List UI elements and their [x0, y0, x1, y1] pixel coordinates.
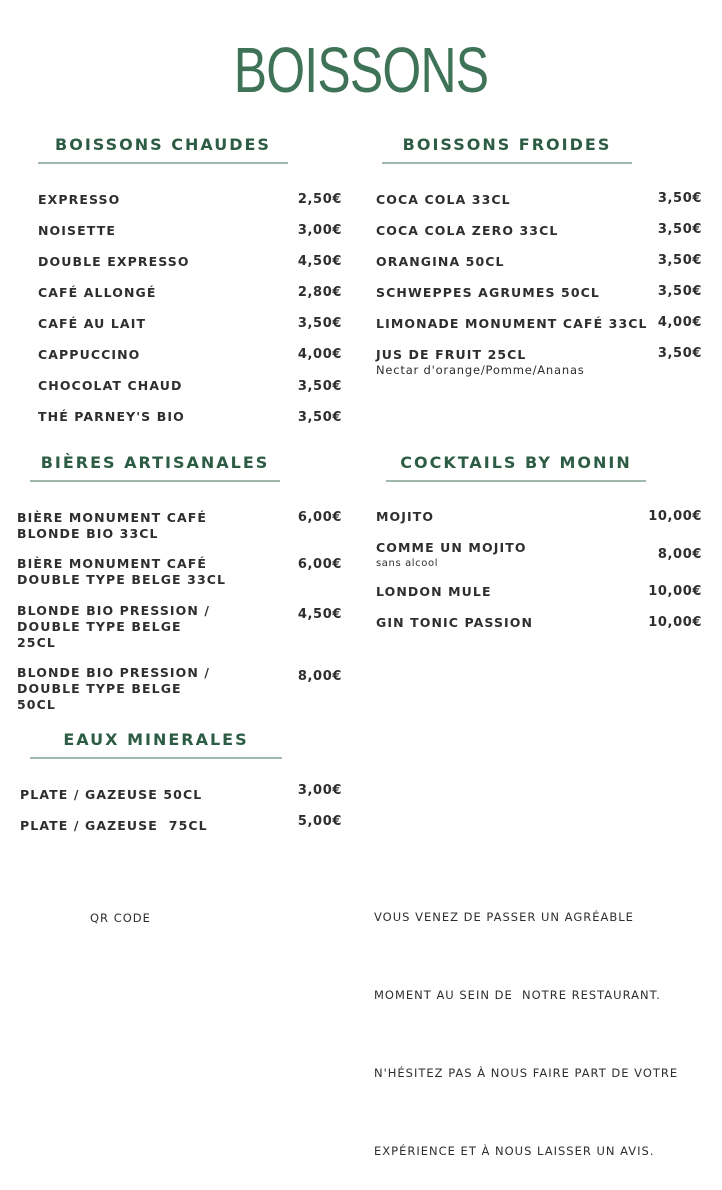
section-divider [30, 480, 280, 482]
review-line: N'HÉSITEZ PAS À NOUS FAIRE PART DE VOTRE [374, 1066, 679, 1080]
menu-item-line: DOUBLE TYPE BELGE 33CL [17, 572, 227, 587]
menu-item-name [17, 665, 210, 713]
menu-item-name: SCHWEPPES AGRUMES 50CL [376, 285, 600, 300]
menu-item-name: CHOCOLAT CHAUD [38, 378, 183, 393]
review-line: EXPÉRIENCE ET À NOUS LAISSER UN AVIS. [374, 1144, 655, 1158]
menu-item-name: EXPRESSO [38, 192, 121, 207]
menu-item-line: BIÈRE MONUMENT CAFÉ [17, 510, 208, 525]
menu-item-line: BLONDE BIO PRESSION / [17, 665, 211, 680]
menu-item-price: 3,50€ [657, 346, 702, 361]
menu-item-name: LIMONADE MONUMENT CAFÉ 33CL [376, 316, 648, 331]
menu-item-name: CAFÉ AU LAIT [38, 316, 147, 331]
menu-item-name: CAPPUCCINO [38, 347, 141, 362]
menu-item-name: LONDON MULE [376, 584, 492, 599]
menu-item-price: 4,00€ [297, 347, 342, 362]
menu-item-line: DOUBLE TYPE BELGE [17, 681, 182, 696]
menu-item-name [17, 510, 207, 542]
menu-item-price: 8,00€ [297, 669, 342, 684]
section-divider [382, 162, 632, 164]
menu-item-name: THÉ PARNEY'S BIO [38, 409, 185, 424]
menu-item-price: 5,00€ [297, 814, 342, 829]
menu-item-name: MOJITO [376, 509, 435, 524]
menu-item-price: 10,00€ [648, 615, 702, 630]
menu-item-price: 3,00€ [297, 783, 342, 798]
menu-item-name [376, 347, 585, 378]
menu-item-line: BIÈRE MONUMENT CAFÉ [17, 556, 208, 571]
menu-item-line: DOUBLE TYPE BELGE [17, 619, 182, 634]
menu-item-line: 25CL [17, 635, 56, 650]
menu-item-price: 10,00€ [648, 509, 702, 524]
menu-item-name: DOUBLE EXPRESSO [38, 254, 190, 269]
menu-item-name: NOISETTE [38, 223, 116, 238]
menu-item-price: 4,00€ [657, 315, 702, 330]
menu-item-price: 3,50€ [657, 222, 702, 237]
menu-item-description: Nectar d'orange/Pomme/Ananas [376, 363, 585, 377]
menu-item-name: ORANGINA 50CL [376, 254, 505, 269]
menu-item-label: JUS DE FRUIT 25CL [376, 347, 527, 362]
menu-item-price: 4,50€ [297, 607, 342, 622]
menu-item-name: GIN TONIC PASSION [376, 615, 534, 630]
section-title-cocktails: COCKTAILS BY MONIN [400, 453, 632, 472]
menu-item-price: 3,50€ [297, 410, 342, 425]
menu-item-line: BLONDE BIO PRESSION / [17, 603, 211, 618]
review-message [374, 852, 678, 1190]
menu-item-price: 10,00€ [648, 584, 702, 599]
section-divider [386, 480, 646, 482]
review-line: VOUS VENEZ DE PASSER UN AGRÉABLE [374, 910, 634, 924]
menu-item-name: CAFÉ ALLONGÉ [38, 285, 157, 300]
section-title-eaux-minerales: EAUX MINERALES [63, 730, 249, 749]
menu-item-price: 3,50€ [297, 379, 342, 394]
menu-item-price: 2,50€ [297, 192, 342, 207]
section-title-bieres-artisanales: BIÈRES ARTISANALES [40, 453, 270, 472]
menu-item-name: PLATE / GAZEUSE 75CL [20, 818, 208, 833]
menu-item-name: COCA COLA 33CL [376, 192, 511, 207]
section-divider [38, 162, 288, 164]
menu-item-line: 50CL [17, 697, 56, 712]
menu-item-name [17, 556, 226, 588]
menu-item-price: 3,00€ [297, 223, 342, 238]
menu-item-label: COMME UN MOJITO [376, 540, 527, 555]
section-divider [30, 757, 282, 759]
menu-item-name: COCA COLA ZERO 33CL [376, 223, 559, 238]
menu-item-price: 3,50€ [657, 191, 702, 206]
menu-item-price: 3,50€ [657, 253, 702, 268]
menu-item-price: 3,50€ [297, 316, 342, 331]
menu-item-name [376, 540, 527, 571]
qr-code-label: QR CODE [90, 911, 151, 925]
menu-item-name: PLATE / GAZEUSE 50CL [20, 787, 203, 802]
menu-item-price: 2,80€ [297, 285, 342, 300]
menu-item-price: 6,00€ [297, 510, 342, 525]
review-line: MOMENT AU SEIN DE NOTRE RESTAURANT. [374, 988, 661, 1002]
section-title-boissons-chaudes: BOISSONS CHAUDES [55, 135, 271, 154]
menu-item-price: 6,00€ [297, 557, 342, 572]
menu-item-price: 3,50€ [657, 284, 702, 299]
menu-item-line: BLONDE BIO 33CL [17, 526, 159, 541]
menu-item-price: 8,00€ [657, 547, 702, 562]
menu-item-price: 4,50€ [297, 254, 342, 269]
menu-item-description: sans alcool [376, 558, 439, 569]
section-title-boissons-froides: BOISSONS FROIDES [402, 135, 612, 154]
page-title: BOISSONS [233, 34, 489, 106]
menu-item-name [17, 603, 210, 651]
